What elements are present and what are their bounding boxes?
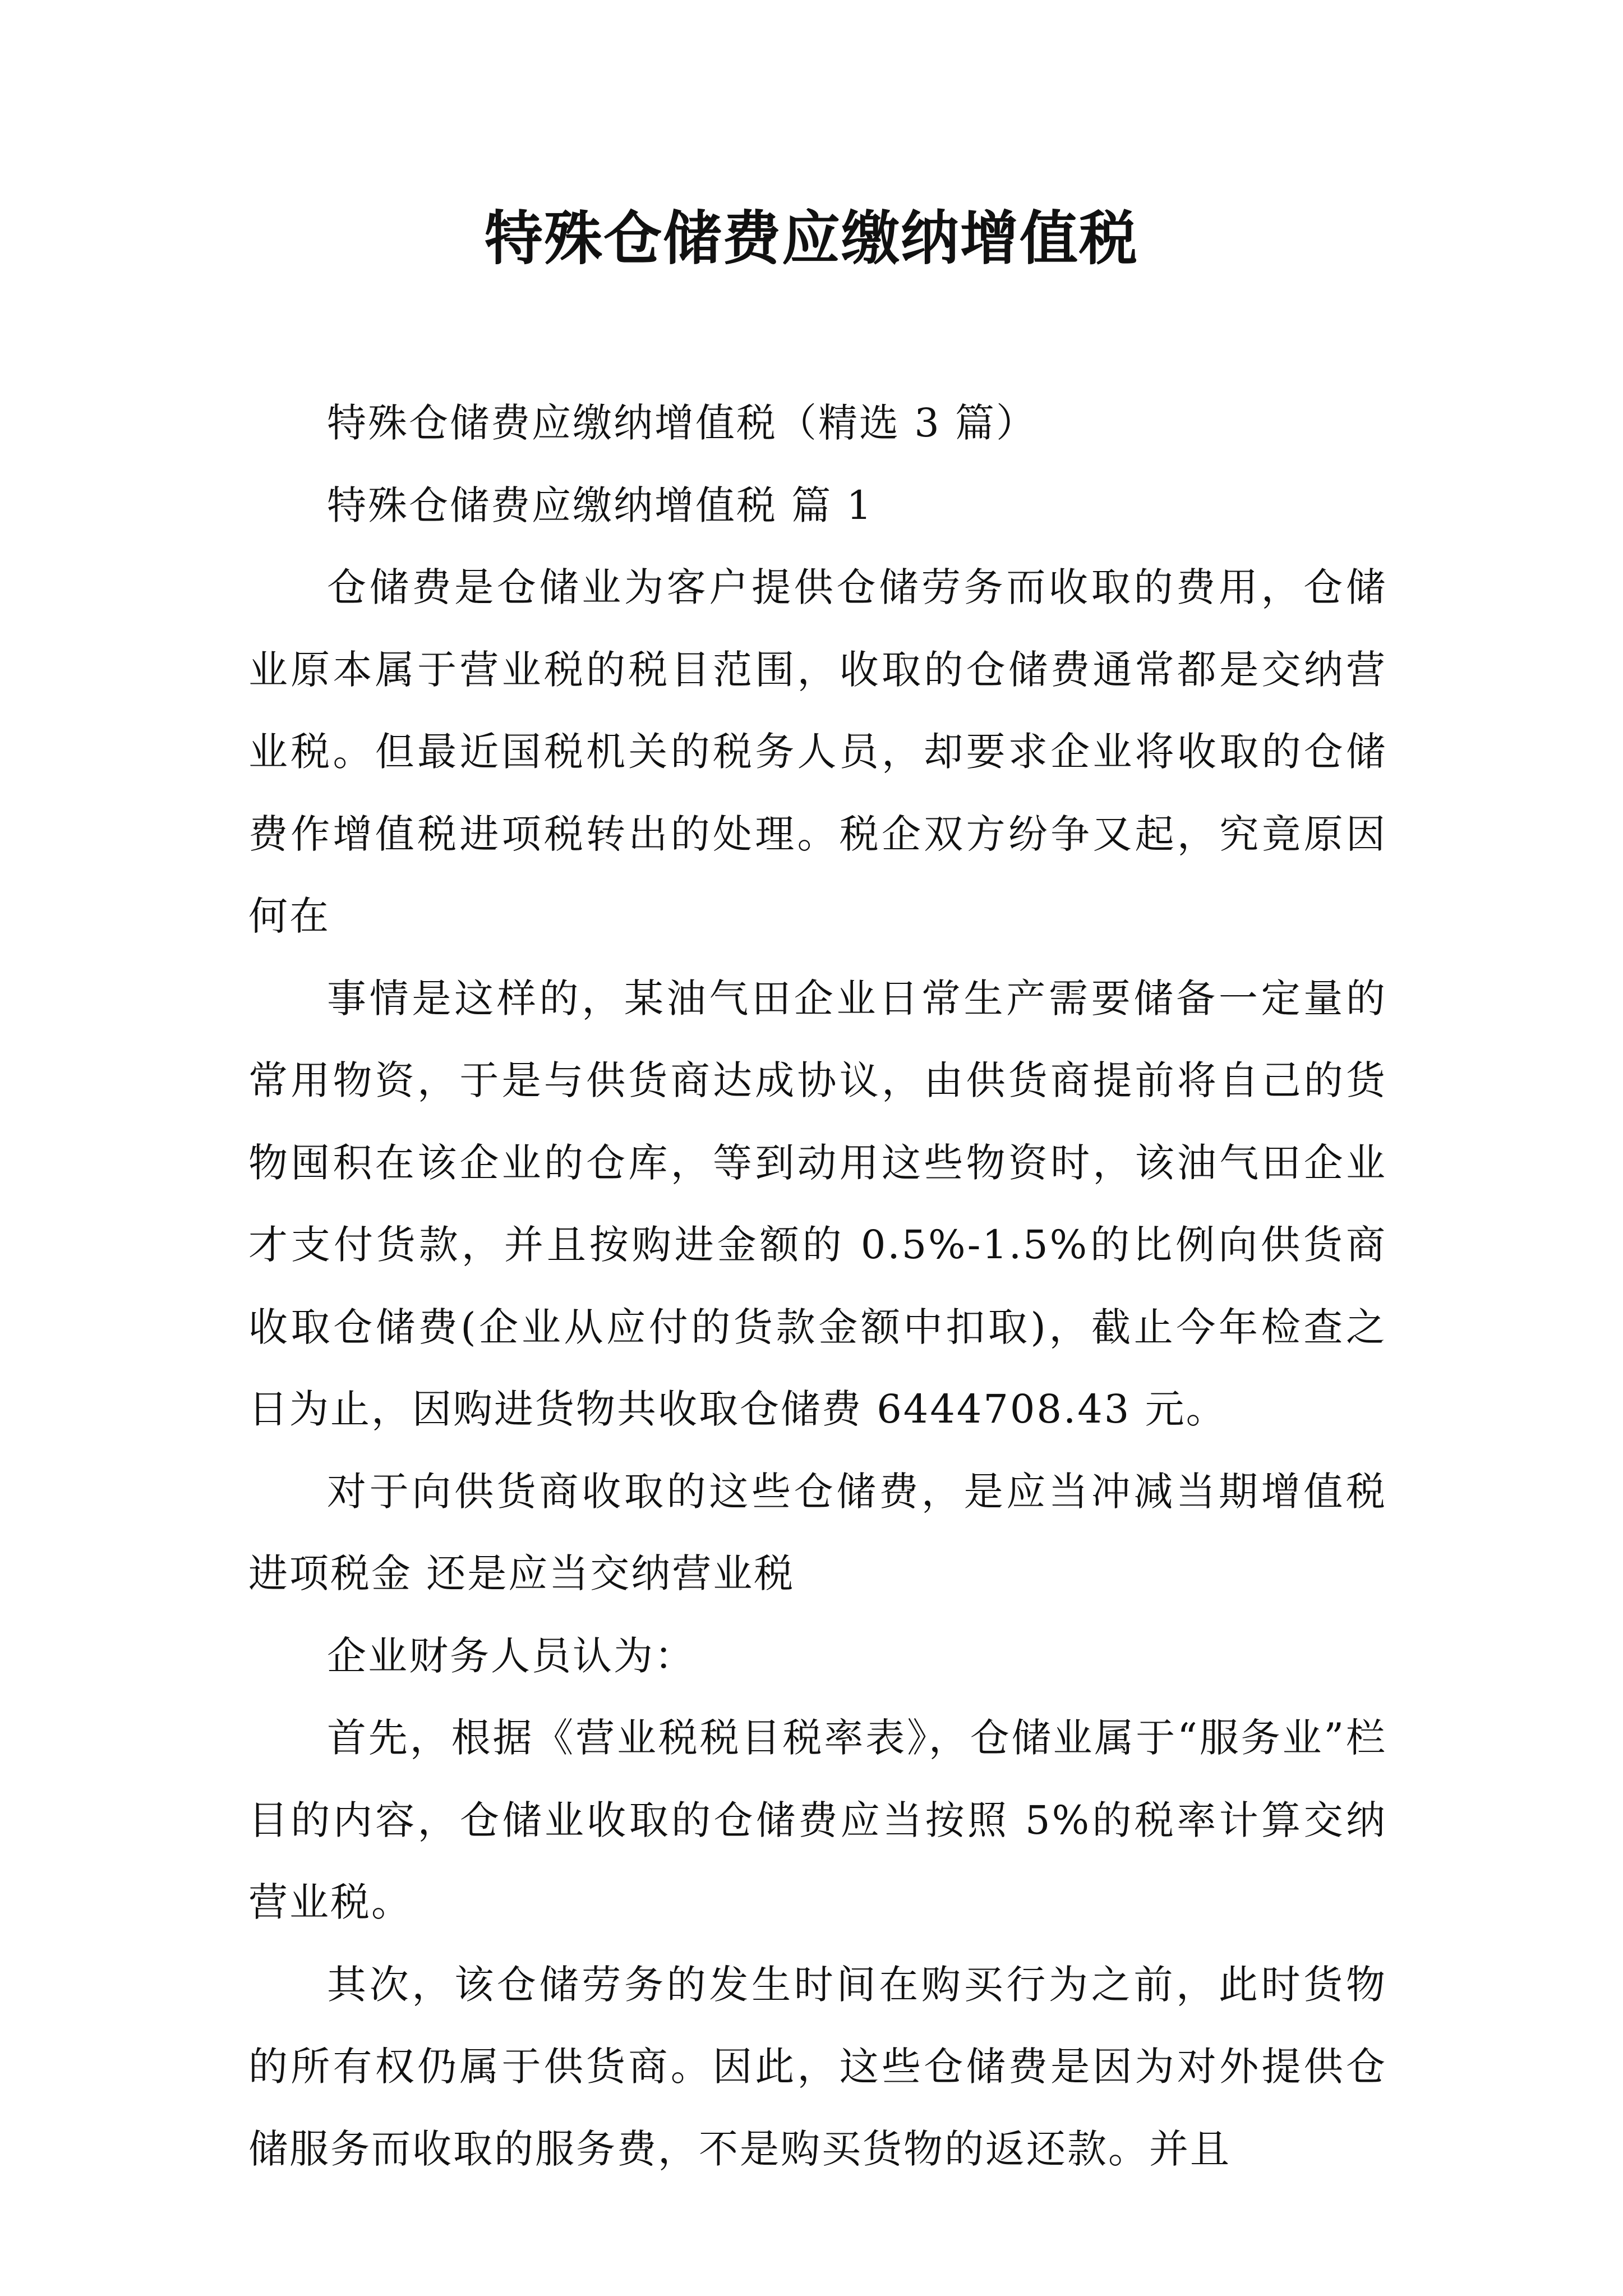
paragraph-intro: 仓储费是仓储业为客户提供仓储劳务而收取的费用，仓储业原本属于营业税的税目范围，收取的仓储费通常都是交纳营业税。但最近国税机关的税务人员，却要求企业将收取的仓储费作增值税进项税转出的处理。税企双方纷争又起，究竟原因何在 [248,564,1387,939]
paragraph-first-reason: 首先，根据《营业税税目税率表》，仓储业属于“服务业”栏目的内容，仓储业收取的仓储费应当按照 5%的税率计算交纳营业税。 [248,1715,1387,1925]
paragraph-question: 对于向供货商收取的这些仓储费，是应当冲减当期增值税进项税金 还是应当交纳营业税 [248,1468,1387,1596]
document-body [248,382,1387,2190]
paragraph-second-reason: 其次，该仓储劳务的发生时间在购买行为之前，此时货物的所有权仍属于供货商。因此，这些仓储费是因为对外提供仓储服务而收取的服务费，不是购买货物的返还款。并且 [248,1961,1387,2172]
document-title: 特殊仓储费应缴纳增值税 [484,204,1138,273]
paragraph-case: 事情是这样的，某油气田企业日常生产需要储备一定量的常用物资，于是与供货商达成协议，由供货商提前将自己的货物囤积在该企业的仓库，等到动用这些物资时，该油气田企业才支付货款，并且按购进金额的 0.5%-1.5%的比例向供货商收取仓储费(企业从应付的货款金额中扣取)，截止今年检查之日为止，因购进货物共收取仓储费 6444708.43 元。 [248,975,1387,1432]
paragraph-section-heading: 特殊仓储费应缴纳增值税 篇 1 [327,482,874,528]
paragraph-opinion-lead: 企业财务人员认为： [327,1632,695,1679]
paragraph-subtitle: 特殊仓储费应缴纳增值税（精选 3 篇） [327,400,1038,446]
